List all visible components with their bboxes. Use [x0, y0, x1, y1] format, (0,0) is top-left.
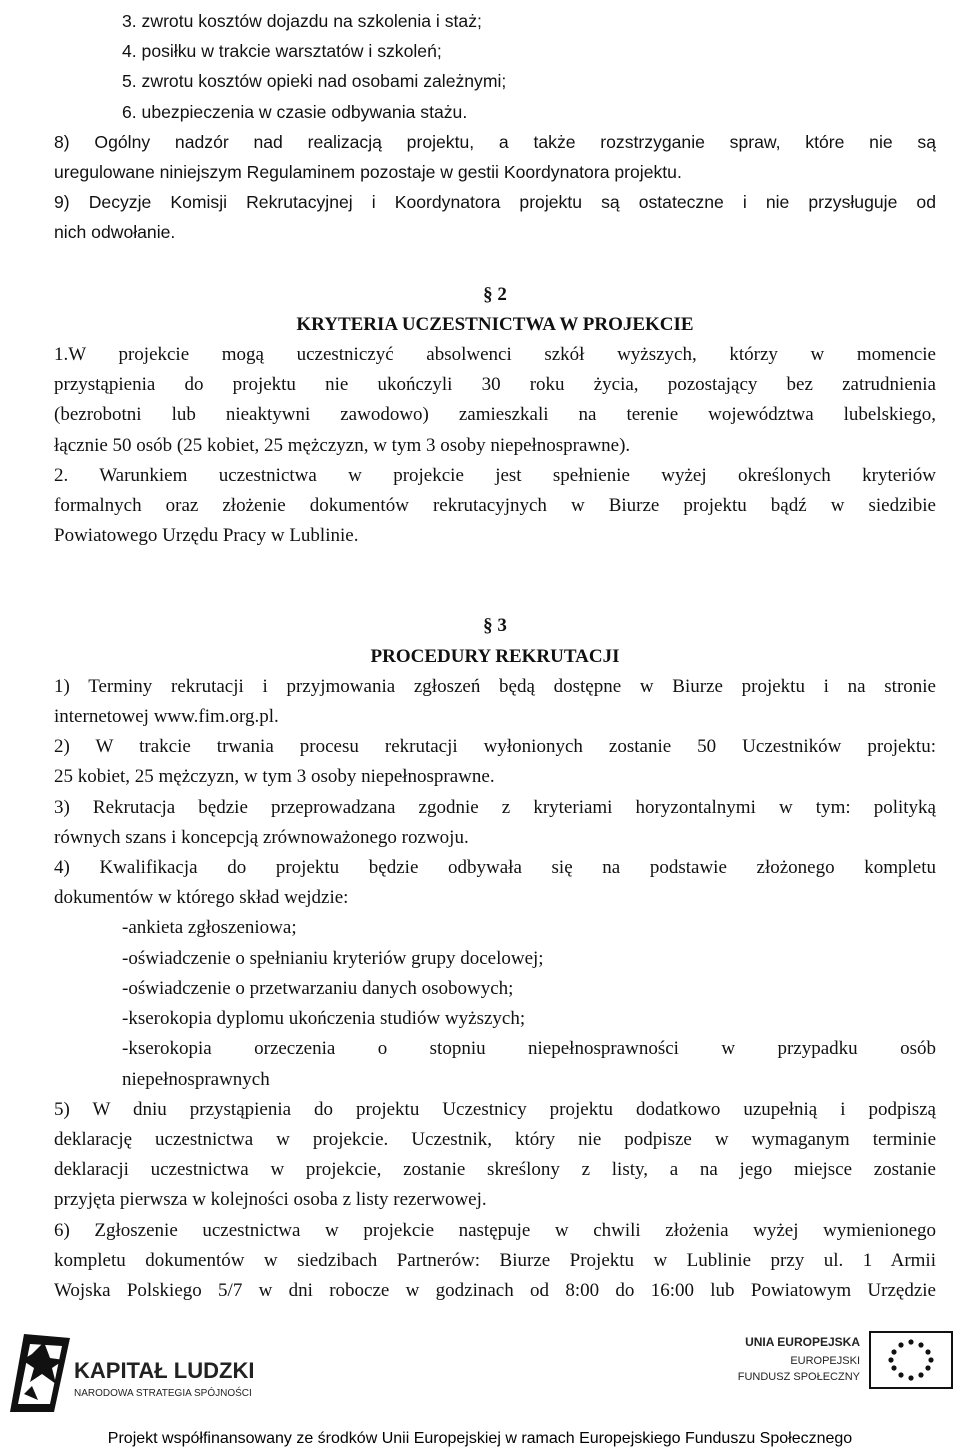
eu-logo-graphic	[732, 1330, 954, 1410]
section-3-number: § 3	[483, 615, 507, 637]
section-3-paragraph-line: 2) W trakcie trwania procesu rekrutacji wyłonionych zostanie 50 Uczestników projektu:	[54, 736, 936, 758]
paragraph-9-line: nich odwołanie.	[54, 222, 176, 243]
benefit-list	[54, 6, 936, 127]
section-2-paragraph-line: 2. Warunkiem uczestnictwa w projekcie jest spełnienie wyżej określonych kryteriów	[54, 464, 936, 486]
document-page	[54, 0, 936, 1306]
page-footer	[0, 1316, 960, 1451]
section-2-paragraph-line: łącznie 50 osób (25 kobiet, 25 mężczyzn, w tym 3 osoby niepełnosprawne).	[54, 434, 631, 456]
kapital-ludzki-emblem-icon	[10, 1324, 270, 1414]
section-2-paragraph-line: formalnych oraz złożenie dokumentów rekrutacyjnych w Biurze projektu bądź w siedzibie	[54, 495, 936, 517]
section-3-paragraph-line: 5) W dniu przystąpienia do projektu Uczestnicy projektu dodatkowo uzupełnią i podpiszą	[54, 1098, 936, 1120]
section-2-paragraph-line: przystąpienia do projektu nie ukończyli 30 roku życia, pozostający bez zatrudnienia	[54, 374, 936, 396]
section-2-title: KRYTERIA UCZESTNICTWA W PROJEKCIE	[296, 313, 694, 335]
section-2-paragraph-line: 1.W projekcie mogą uczestniczyć absolwenci szkół wyższych, którzy w momencie	[54, 344, 936, 366]
section-3-paragraph-line: deklarację uczestnictwa w projekcie. Uczestnik, który nie podpisze w wymaganym terminie	[54, 1128, 936, 1150]
section-3-title: PROCEDURY REKRUTACJI	[370, 645, 620, 667]
section-3-paragraph-line: deklaracji uczestnictwa w projekcie, zostanie skreślony z listy, a na jego miejsce zostanie	[54, 1159, 936, 1181]
section-3-paragraph-line: Wojska Polskiego 5/7 w dni robocze w godzinach od 8:00 do 16:00 lub Powiatowym Urzędzie	[54, 1279, 936, 1301]
eu-fund-line-2: FUNDUSZ SPOŁECZNY	[737, 1371, 860, 1383]
list-item: -ankieta zgłoszeniowa;	[122, 917, 297, 939]
eu-title: UNIA EUROPEJSKA	[745, 1335, 860, 1349]
section-3-paragraph-line: przyjęta pierwsza w kolejności osoba z listy rezerwowej.	[54, 1189, 487, 1211]
list-item: 3. zwrotu kosztów dojazdu na szkolenia i staż;	[122, 11, 482, 31]
list-item: 6. ubezpieczenia w czasie odbywania stażu.	[122, 101, 468, 122]
list-item: niepełnosprawnych	[122, 1068, 270, 1090]
list-item: -oświadczenie o spełnianiu kryteriów grupy docelowej;	[122, 947, 544, 969]
section-3-paragraph-line: 25 kobiet, 25 mężczyzn, w tym 3 osoby niepełnosprawne.	[54, 766, 495, 788]
section-2-paragraph-line: (bezrobotni lub nieaktywni zawodowo) zamieszkali na terenie województwa lubelskiego,	[54, 404, 936, 426]
eu-fund-line-1: EUROPEJSKI	[790, 1355, 860, 1367]
cofinancing-note: Projekt współfinansowany ze środków Unii Europejskiej w ramach Europejskiego Funduszu Społecznego	[107, 1430, 853, 1447]
section-3-paragraph-line: dokumentów w którego skład wejdzie:	[54, 887, 349, 909]
list-item: -oświadczenie o przetwarzaniu danych osobowych;	[122, 977, 514, 999]
section-3-paragraph-line: 6) Zgłoszenie uczestnictwa w projekcie następuje w chwili złożenia wyżej wymienionego	[54, 1219, 936, 1241]
kl-title: KAPITAŁ LUDZKI	[74, 1358, 255, 1383]
section-2-number: § 2	[483, 283, 507, 305]
list-item: 4. posiłku w trakcie warsztatów i szkoleń;	[122, 41, 442, 62]
section-3-paragraph-line: 1) Terminy rekrutacji i przyjmowania zgłoszeń będą dostępne w Biurze projektu i na stronie	[54, 675, 936, 697]
list-item: -kserokopia orzeczenia o stopniu niepełnosprawności w przypadku osób	[122, 1038, 936, 1060]
paragraph-8-line: uregulowane niniejszym Regulaminem pozostaje w gestii Koordynatora projektu.	[54, 162, 682, 183]
section-3-paragraph-line: 3) Rekrutacja będzie przeprowadzana zgodnie z kryteriami horyzontalnymi w tym: polityką	[54, 796, 936, 818]
section-3-paragraph-line: 4) Kwalifikacja do projektu będzie odbywała się na podstawie złożonego kompletu	[54, 857, 936, 879]
kl-subtitle: NARODOWA STRATEGIA SPÓJNOŚCI	[74, 1388, 252, 1399]
section-2-paragraph-line: Powiatowego Urzędu Pracy w Lublinie.	[54, 525, 359, 547]
kapital-ludzki-logo	[10, 1324, 270, 1414]
document-list	[54, 913, 936, 1094]
section-3-paragraph-line: kompletu dokumentów w siedzibach Partnerów: Biurze Projektu w Lublinie przy ul. 1 Armii	[54, 1249, 936, 1271]
list-item: 5. zwrotu kosztów opieki nad osobami zależnymi;	[122, 71, 507, 92]
list-item: -kserokopia dyplomu ukończenia studiów wyższych;	[122, 1008, 526, 1030]
eu-logo	[732, 1330, 954, 1410]
paragraph-9-line: 9) Decyzje Komisji Rekrutacyjnej i Koordynatora projektu są ostateczne i nie przysługuje od	[54, 192, 936, 213]
eu-stars-icon	[888, 1339, 933, 1380]
section-3-paragraph-line: równych szans i koncepcją zrównoważonego rozwoju.	[54, 826, 469, 848]
section-3-paragraph-line: internetowej www.fim.org.pl.	[54, 706, 279, 728]
paragraph-8-line: 8) Ogólny nadzór nad realizacją projektu, a także rozstrzyganie spraw, które nie są	[54, 131, 936, 152]
